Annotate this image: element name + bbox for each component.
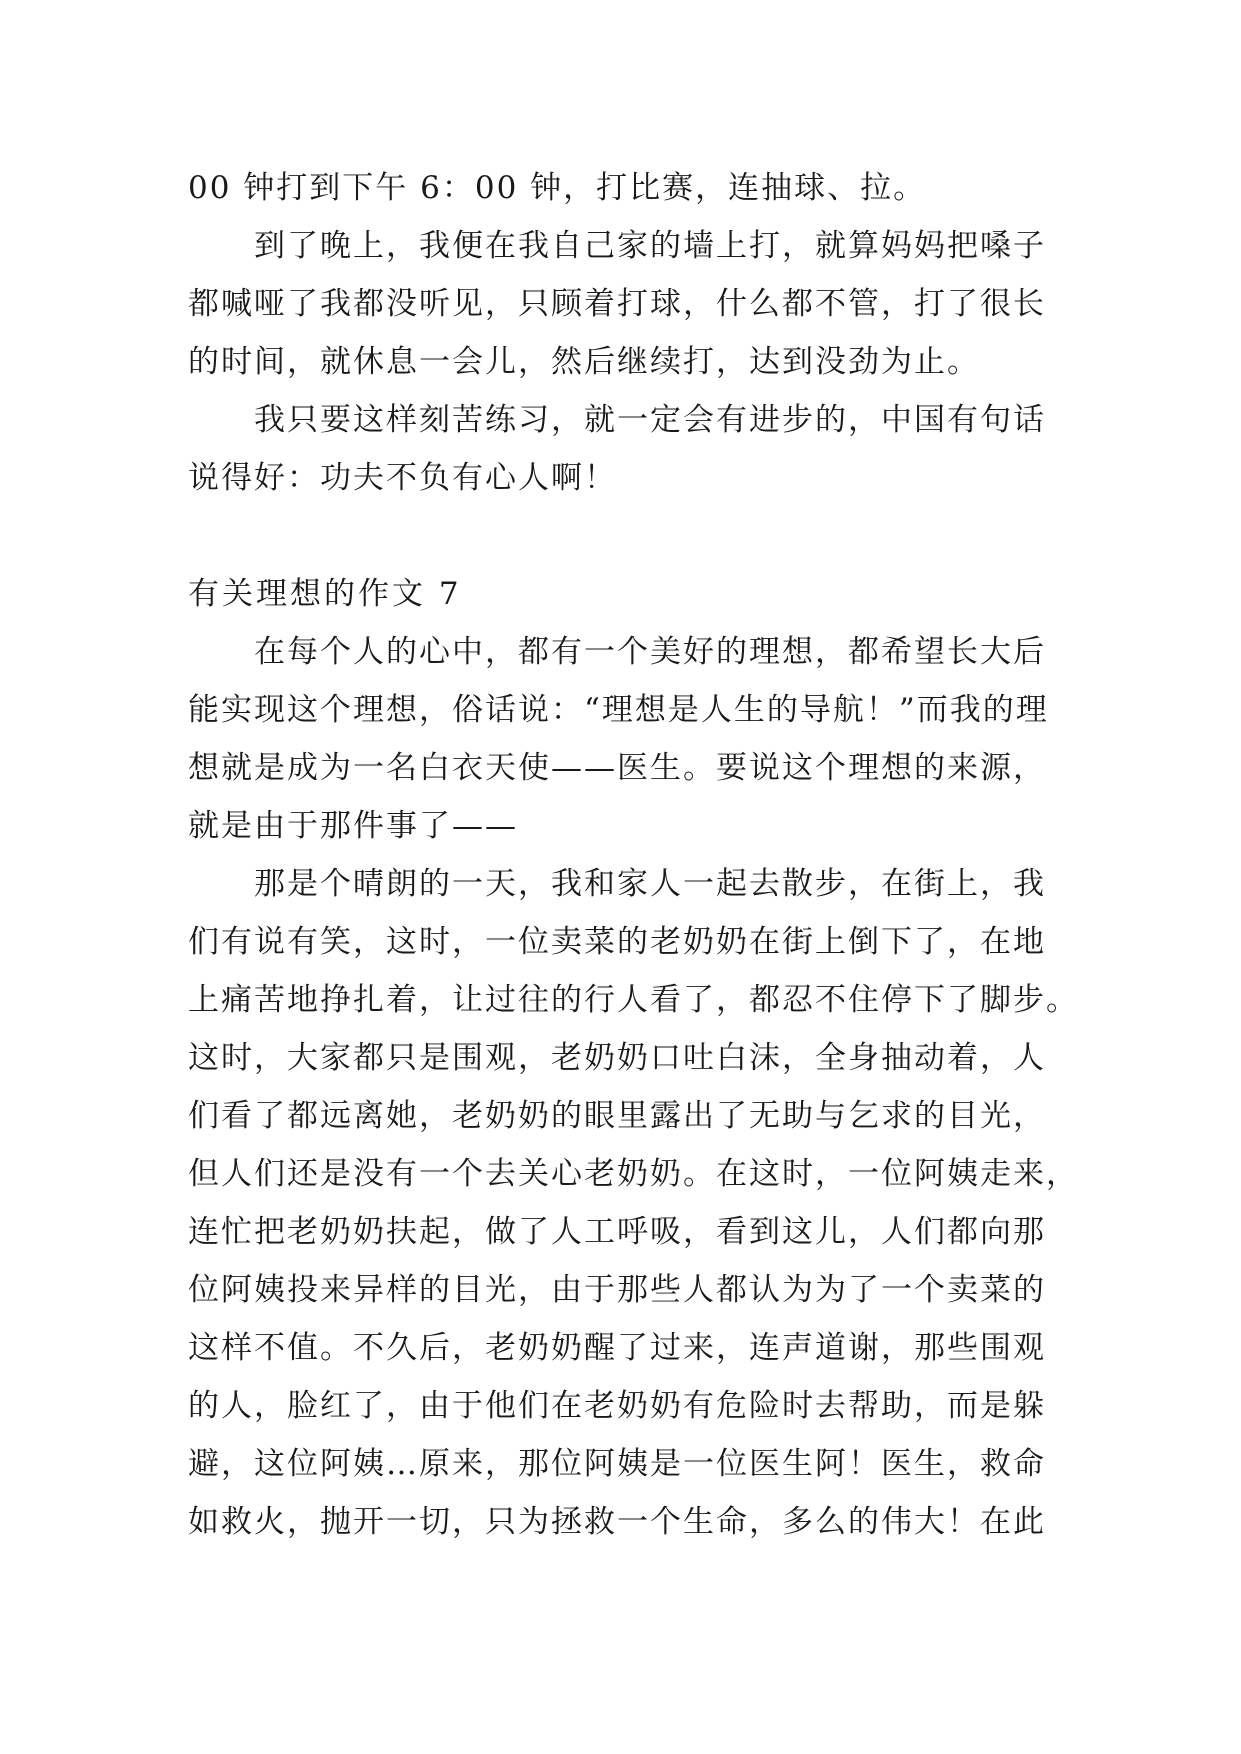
- text-line: 如救火，抛开一切，只为拯救一个生命，多么的伟大！在此: [188, 1504, 1046, 1540]
- text-line: 想就是成为一名白衣天使——医生。要说这个理想的来源，: [188, 750, 1046, 786]
- text-line: 就是由于那件事了——: [188, 808, 518, 844]
- text-line: 但人们还是没有一个去关心老奶奶。在这时，一位阿姨走来，: [188, 1156, 1079, 1192]
- paragraph-first-line: 到了晚上，我便在我自己家的墙上打，就算妈妈把嗓子: [254, 228, 1046, 264]
- paragraph-first-line: 在每个人的心中，都有一个美好的理想，都希望长大后: [254, 634, 1046, 670]
- paragraph-first-line: 那是个晴朗的一天，我和家人一起去散步，在街上，我: [254, 866, 1046, 902]
- text-line: 们看了都远离她，老奶奶的眼里露出了无助与乞求的目光，: [188, 1098, 1046, 1134]
- text-line: 避，这位阿姨…原来，那位阿姨是一位医生阿！医生，救命: [188, 1446, 1046, 1482]
- text-line: 00 钟打到下午 6：00 钟，打比赛，连抽球、拉。: [188, 170, 927, 206]
- paragraph-first-line: 我只要这样刻苦练习，就一定会有进步的，中国有句话: [254, 402, 1046, 438]
- text-line: 们有说有笑，这时，一位卖菜的老奶奶在街上倒下了，在地: [188, 924, 1046, 960]
- text-line: 这样不值。不久后，老奶奶醒了过来，连声道谢，那些围观: [188, 1330, 1046, 1366]
- text-line: 都喊哑了我都没听见，只顾着打球，什么都不管，打了很长: [188, 286, 1046, 322]
- text-line: 上痛苦地挣扎着，让过往的行人看了，都忍不住停下了脚步。: [188, 982, 1079, 1018]
- text-line: 连忙把老奶奶扶起，做了人工呼吸，看到这儿，人们都向那: [188, 1214, 1046, 1250]
- essay-title: 有关理想的作文 7: [188, 576, 462, 612]
- text-line: 这时，大家都只是围观，老奶奶口吐白沫，全身抽动着，人: [188, 1040, 1046, 1076]
- text-line: 的人，脸红了，由于他们在老奶奶有危险时去帮助，而是躲: [188, 1388, 1046, 1424]
- text-line: 能实现这个理想，俗话说：“理想是人生的导航！”而我的理: [188, 692, 1049, 728]
- text-line: 位阿姨投来异样的目光，由于那些人都认为为了一个卖菜的: [188, 1272, 1046, 1308]
- text-line: 说得好：功夫不负有心人啊！: [188, 460, 617, 496]
- text-line: 的时间，就休息一会儿，然后继续打，达到没劲为止。: [188, 344, 980, 380]
